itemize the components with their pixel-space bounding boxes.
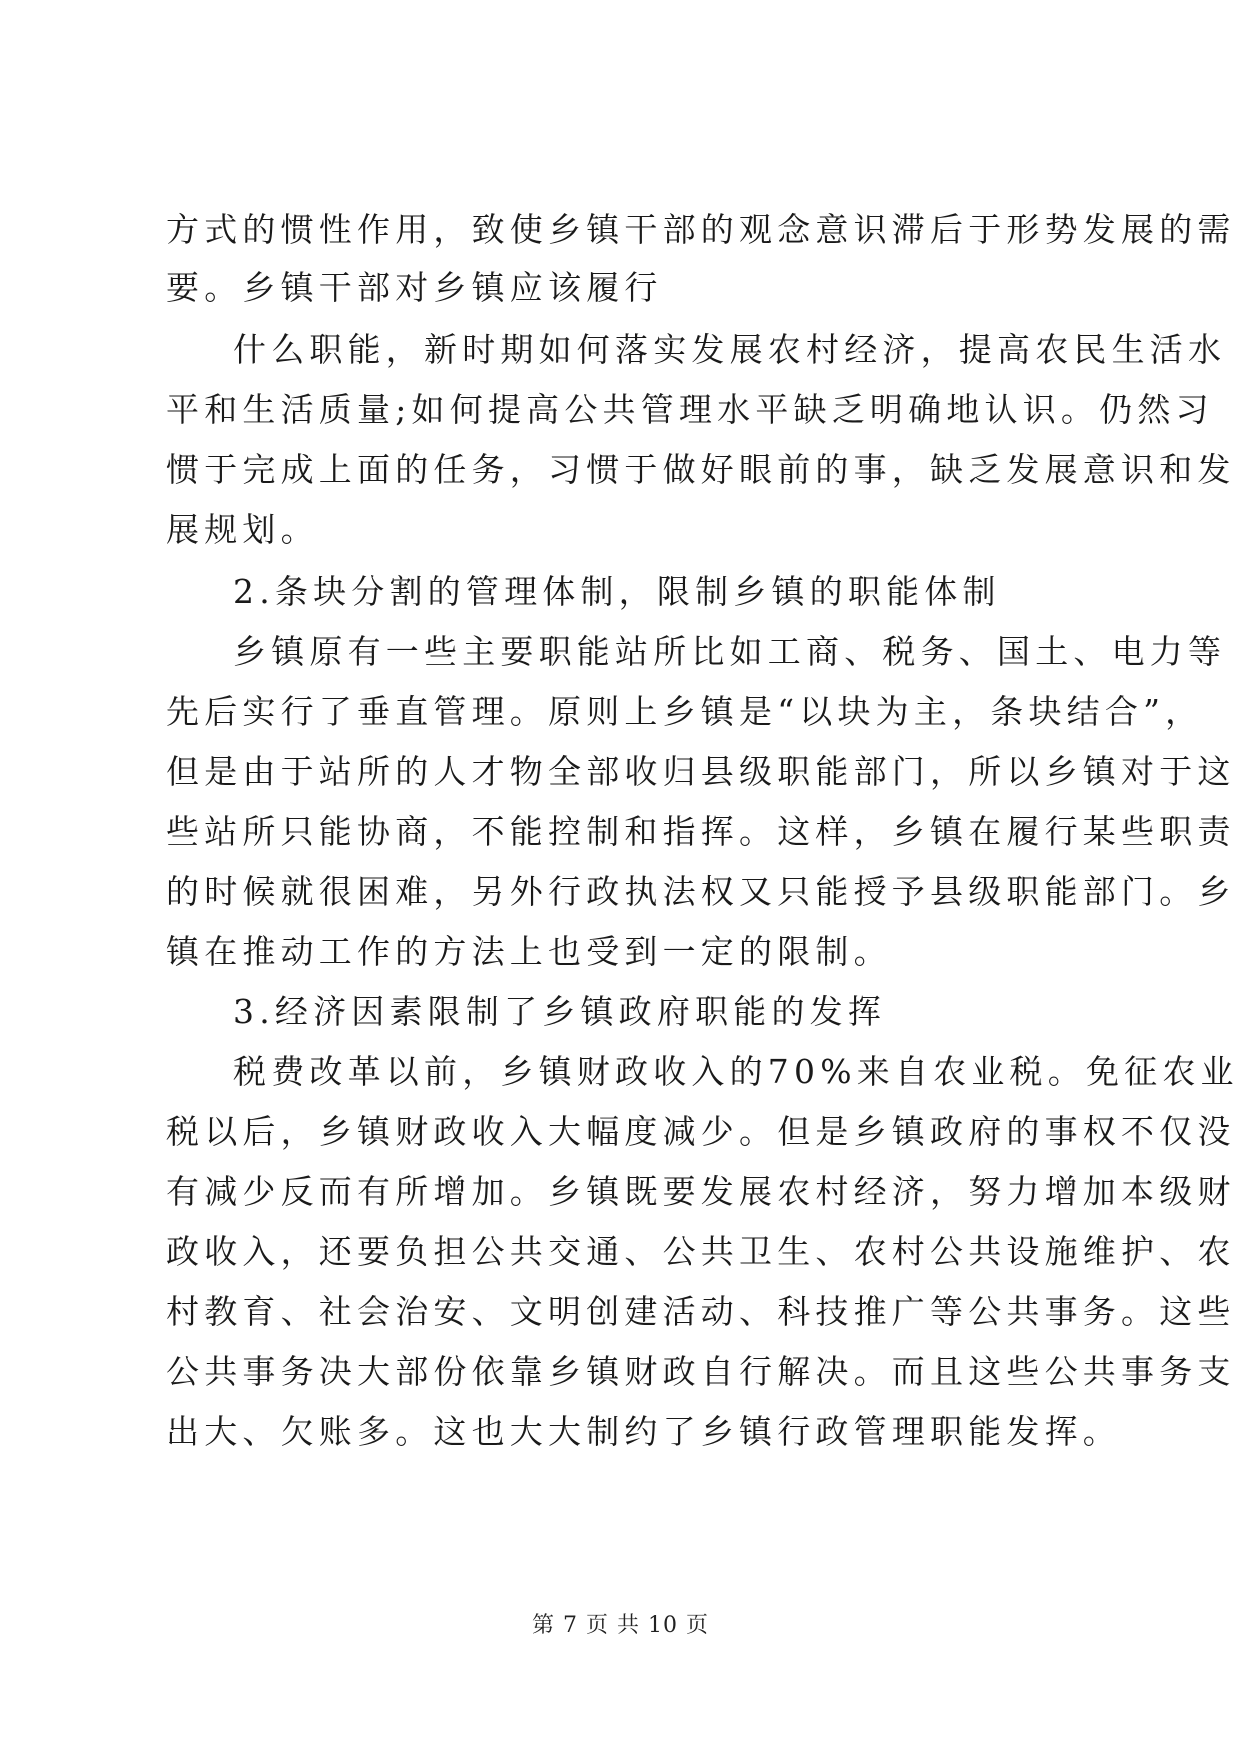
body-text-line: 出大、欠账多。这也大大制约了乡镇行政管理职能发挥。	[166, 1412, 1121, 1451]
body-text-line: 展规划。	[166, 510, 319, 549]
body-text-line: 方式的惯性作用，致使乡镇干部的观念意识滞后于形势发展的需	[166, 210, 1236, 249]
body-text-line: 要。乡镇干部对乡镇应该履行	[166, 268, 663, 307]
body-text-line: 公共事务决大部份依靠乡镇财政自行解决。而且这些公共事务支	[166, 1352, 1236, 1391]
body-text-line: 有减少反而有所增加。乡镇既要发展农村经济，努力增加本级财	[166, 1172, 1236, 1211]
body-text-line: 先后实行了垂直管理。原则上乡镇是“以块为主，条块结合”，	[166, 692, 1204, 731]
body-text-line: 惯于完成上面的任务，习惯于做好眼前的事，缺乏发展意识和发	[166, 450, 1236, 489]
section-heading: 2.条块分割的管理体制，限制乡镇的职能体制	[233, 572, 1001, 611]
page-footer: 第 7 页 共 10 页	[532, 1613, 709, 1638]
body-text-line: 村教育、社会治安、文明创建活动、科技推广等公共事务。这些	[166, 1292, 1236, 1331]
body-text-line: 乡镇原有一些主要职能站所比如工商、税务、国土、电力等	[233, 632, 1227, 671]
body-text-line: 但是由于站所的人才物全部收归县级职能部门，所以乡镇对于这	[166, 752, 1236, 791]
section-heading: 3.经济因素限制了乡镇政府职能的发挥	[233, 992, 887, 1031]
body-text-line: 镇在推动工作的方法上也受到一定的限制。	[166, 932, 892, 971]
body-text-line: 税以后，乡镇财政收入大幅度减少。但是乡镇政府的事权不仅没	[166, 1112, 1236, 1151]
body-text-line: 税费改革以前，乡镇财政收入的70%来自农业税。免征农业	[233, 1052, 1239, 1091]
body-text-line: 平和生活质量;如何提高公共管理水平缺乏明确地认识。仍然习	[166, 390, 1214, 429]
body-text-line: 什么职能，新时期如何落实发展农村经济，提高农民生活水	[233, 330, 1227, 369]
body-text-line: 政收入，还要负担公共交通、公共卫生、农村公共设施维护、农	[166, 1232, 1236, 1271]
body-text-line: 些站所只能协商，不能控制和指挥。这样，乡镇在履行某些职责	[166, 812, 1236, 851]
body-text-line: 的时候就很困难，另外行政执法权又只能授予县级职能部门。乡	[166, 872, 1236, 911]
